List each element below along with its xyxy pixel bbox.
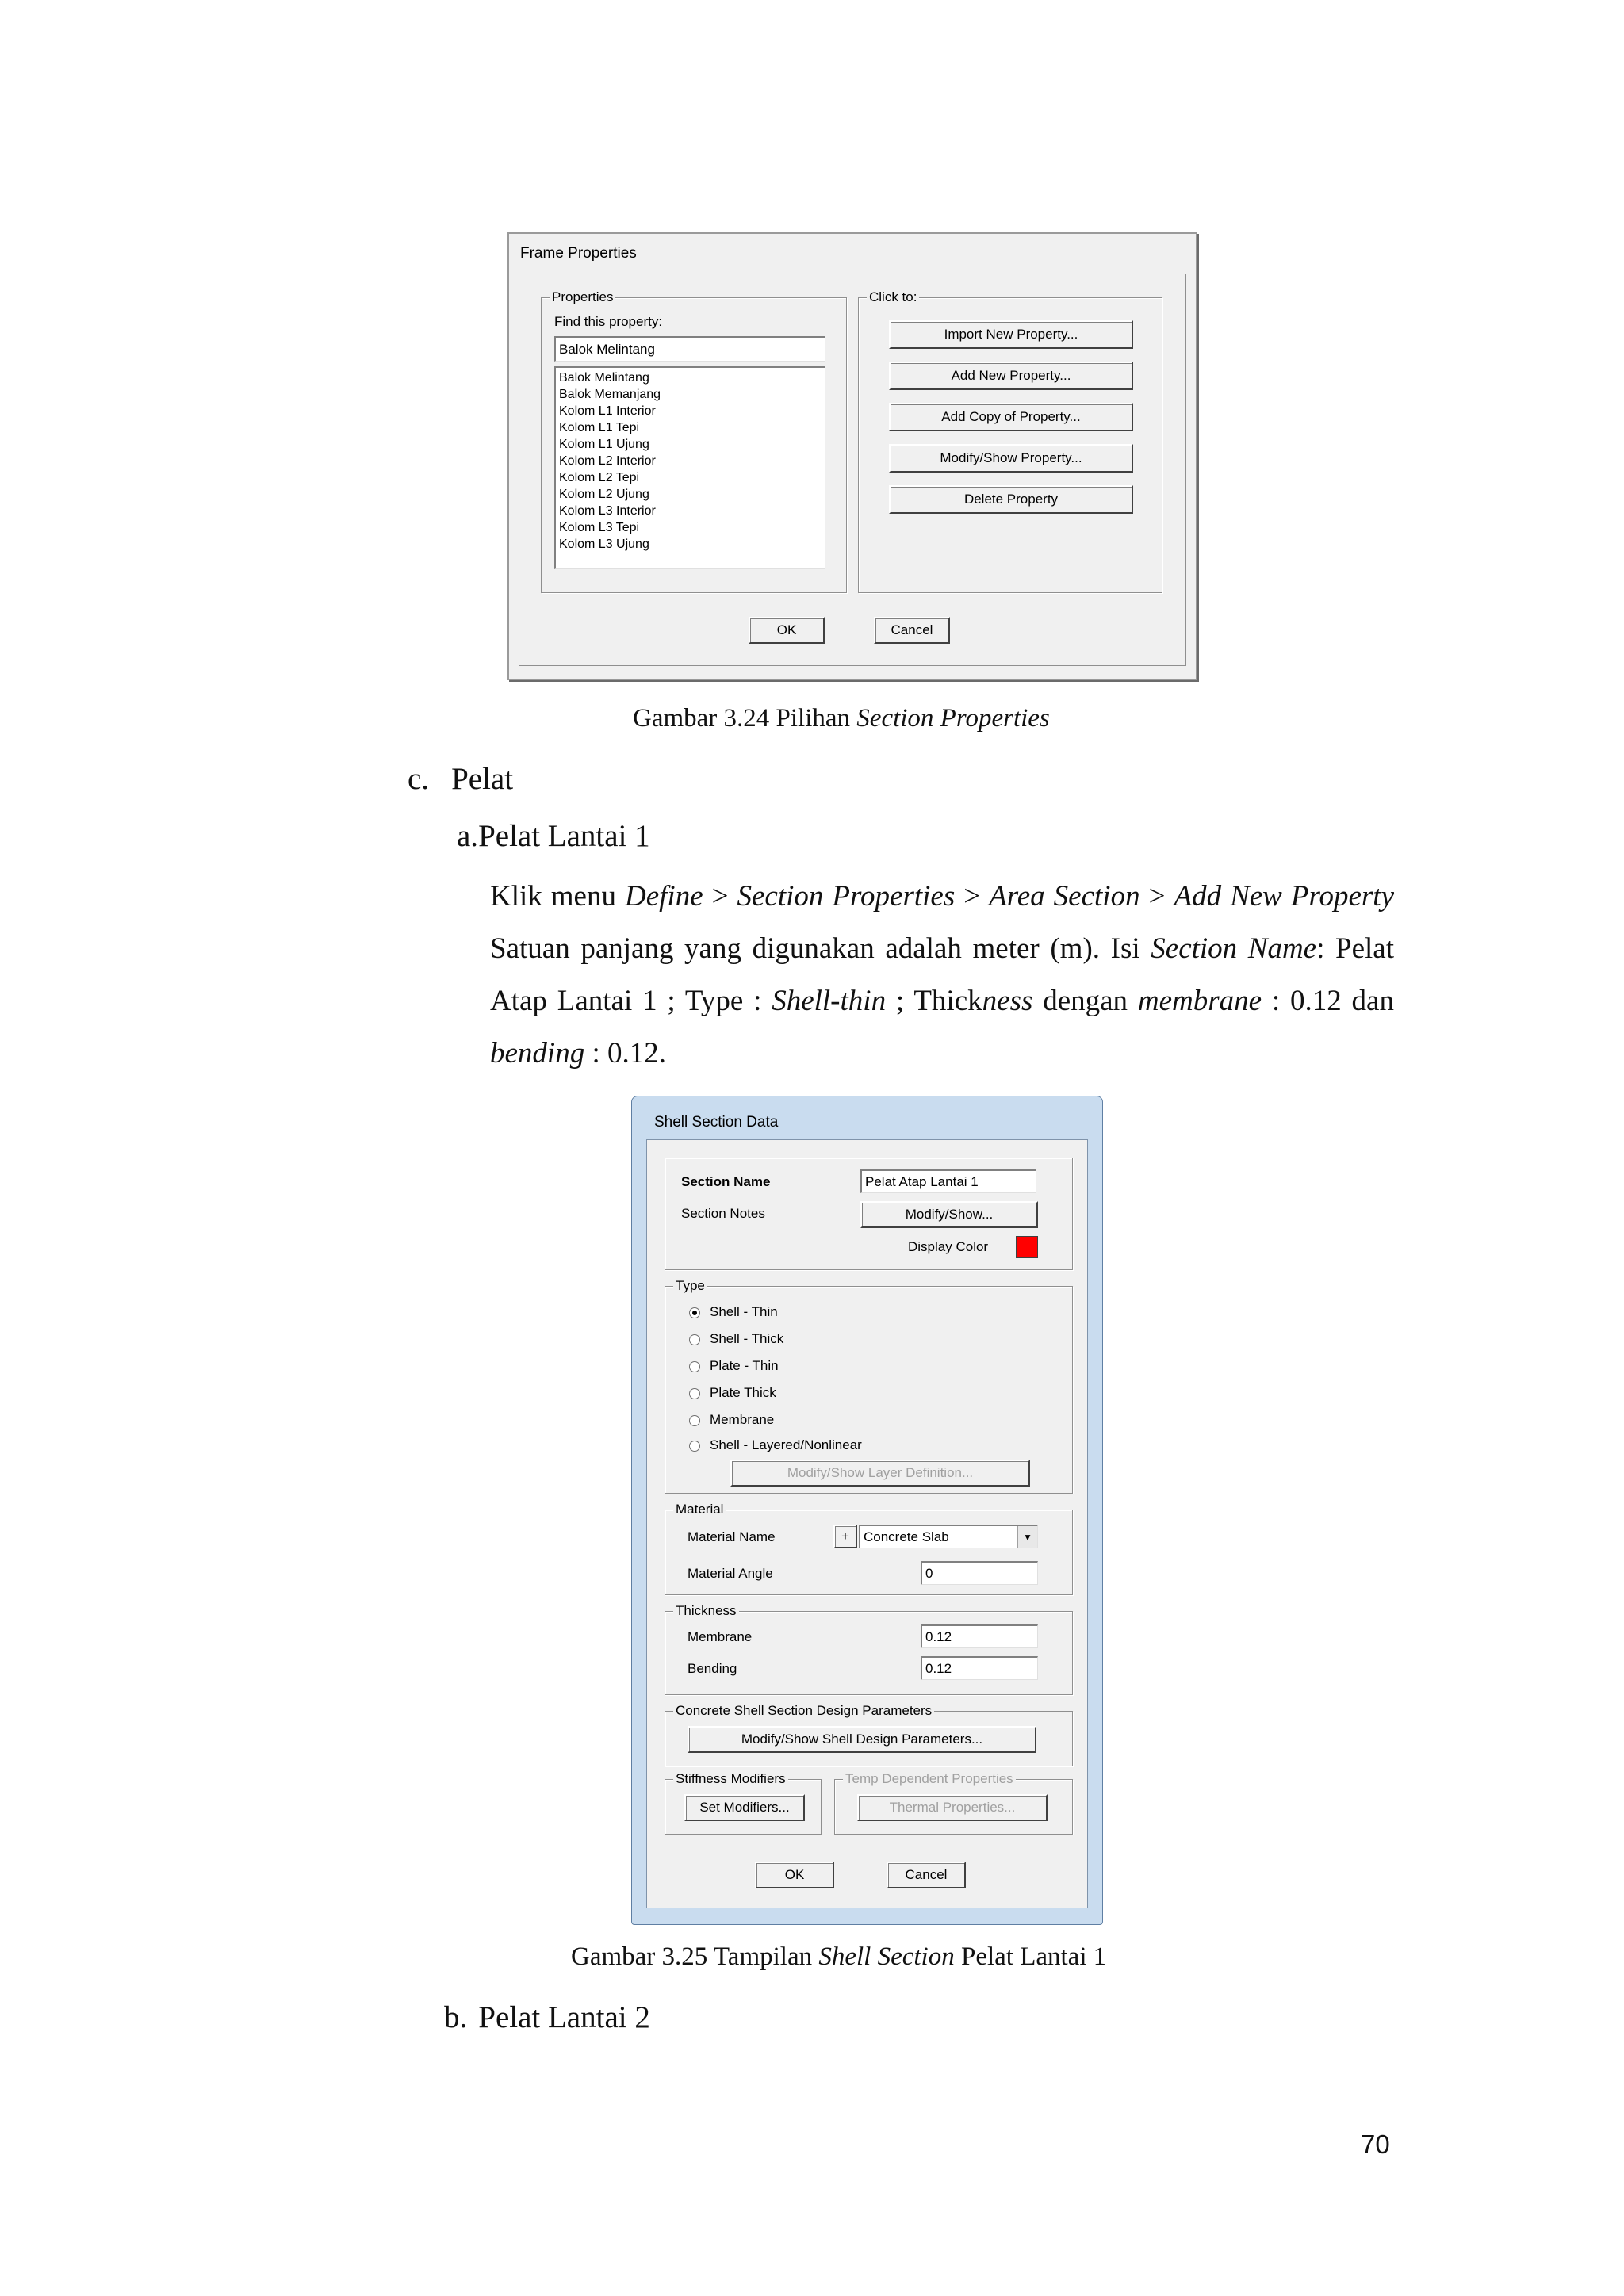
properties-group <box>541 289 847 593</box>
list-item[interactable]: Kolom L3 Ujung <box>559 538 649 551</box>
paragraph-line: Satuan panjang yang digunakan adalah meter (m). Isi Section Name: Pelat <box>490 932 1394 965</box>
page-number: 70 <box>1361 2130 1390 2159</box>
frame-properties-dialog <box>508 232 1197 680</box>
type-option-label: Shell - Thick <box>710 1331 784 1346</box>
temp-dependent-group <box>834 1771 1073 1835</box>
import-new-property-button[interactable]: Import New Property... <box>889 320 1133 349</box>
radio-membrane[interactable] <box>689 1415 700 1426</box>
thickness-group-label: Thickness <box>673 1603 739 1619</box>
material-add-button[interactable]: + <box>833 1525 857 1548</box>
radio-shell-thick[interactable] <box>689 1334 700 1345</box>
section-name-input[interactable]: Pelat Atap Lantai 1 <box>860 1169 1036 1193</box>
chevron-down-icon[interactable]: ▼ <box>1017 1526 1037 1548</box>
material-angle-label: Material Angle <box>688 1566 773 1581</box>
set-modifiers-button[interactable]: Set Modifiers... <box>684 1794 805 1821</box>
radio-plate-thick[interactable] <box>689 1388 700 1399</box>
list-item[interactable]: Kolom L2 Tepi <box>559 471 640 484</box>
thickness-group <box>665 1603 1073 1695</box>
bending-thickness-input[interactable]: 0.12 <box>921 1656 1038 1680</box>
membrane-label: Membrane <box>688 1629 753 1644</box>
temp-dependent-group-label: Temp Dependent Properties <box>843 1771 1016 1787</box>
display-color-label: Display Color <box>908 1239 989 1254</box>
section-notes-modify-button[interactable]: Modify/Show... <box>860 1201 1038 1228</box>
design-parameters-group-label: Concrete Shell Section Design Parameters <box>673 1703 934 1719</box>
list-item[interactable]: Balok Melintang <box>559 371 649 385</box>
shell-section-dialog <box>631 1096 1103 1925</box>
paragraph-line: Atap Lantai 1 ; Type : Shell-thin ; Thickness dengan membrane : 0.12 dan <box>490 985 1394 1017</box>
type-option-label: Membrane <box>710 1412 775 1427</box>
find-property-input[interactable]: Balok Melintang <box>554 336 825 362</box>
list-item[interactable]: Kolom L3 Interior <box>559 504 656 518</box>
subheading-pelat-lantai-1: a.Pelat Lantai 1 <box>457 819 650 853</box>
material-angle-input[interactable]: 0 <box>921 1561 1038 1585</box>
delete-property-button[interactable]: Delete Property <box>889 485 1133 514</box>
modify-layer-definition-button[interactable]: Modify/Show Layer Definition... <box>730 1460 1030 1487</box>
paragraph-line: bending : 0.12. <box>490 1037 666 1070</box>
thermal-properties-button[interactable]: Thermal Properties... <box>857 1794 1048 1821</box>
material-name-label: Material Name <box>688 1529 776 1544</box>
click-to-group <box>858 289 1162 593</box>
properties-group-label: Properties <box>550 289 615 305</box>
radio-shell-thin[interactable] <box>689 1307 700 1318</box>
list-item[interactable]: Kolom L3 Tepi <box>559 521 640 534</box>
shell-section-title: Shell Section Data <box>654 1114 779 1131</box>
membrane-thickness-input[interactable]: 0.12 <box>921 1624 1038 1648</box>
list-item[interactable]: Kolom L2 Ujung <box>559 488 649 501</box>
display-color-swatch[interactable] <box>1016 1236 1038 1258</box>
type-option-label: Plate - Thin <box>710 1358 779 1373</box>
radio-plate-thin[interactable] <box>689 1361 700 1372</box>
subheading-pelat-lantai-2: b. Pelat Lantai 2 <box>444 2000 650 2034</box>
list-item[interactable]: Kolom L2 Interior <box>559 454 656 468</box>
section-name-label: Section Name <box>681 1174 771 1189</box>
list-item[interactable]: Balok Memanjang <box>559 388 661 401</box>
type-option-label: Plate Thick <box>710 1385 776 1400</box>
bending-label: Bending <box>688 1661 737 1676</box>
stiffness-modifiers-group-label: Stiffness Modifiers <box>673 1771 788 1787</box>
find-property-label: Find this property: <box>554 314 663 329</box>
add-copy-property-button[interactable]: Add Copy of Property... <box>889 403 1133 431</box>
add-new-property-button[interactable]: Add New Property... <box>889 362 1133 390</box>
ok-button[interactable]: OK <box>755 1862 834 1888</box>
material-name-select[interactable] <box>859 1525 1038 1548</box>
section-notes-label: Section Notes <box>681 1206 765 1221</box>
list-item[interactable]: Kolom L1 Ujung <box>559 438 649 451</box>
section-name-group <box>665 1158 1073 1270</box>
shell-section-client <box>646 1139 1088 1908</box>
type-group <box>665 1278 1073 1494</box>
figure-caption-3-24: Gambar 3.24 Pilihan Section Properties <box>633 704 1050 733</box>
figure-caption-3-25: Gambar 3.25 Tampilan Shell Section Pelat Lantai 1 <box>571 1942 1107 1971</box>
paragraph-line: Klik menu Define > Section Properties > Area Section > Add New Property <box>490 880 1395 913</box>
material-name-value: Concrete Slab <box>864 1529 949 1544</box>
ok-button[interactable]: OK <box>749 617 825 644</box>
section-heading-pelat: c. Pelat <box>408 762 514 796</box>
list-item[interactable]: Kolom L1 Interior <box>559 404 656 418</box>
material-group <box>665 1502 1073 1595</box>
modify-shell-design-button[interactable]: Modify/Show Shell Design Parameters... <box>688 1726 1036 1753</box>
type-option-label: Shell - Thin <box>710 1304 778 1319</box>
click-to-group-label: Click to: <box>867 289 919 305</box>
modify-show-property-button[interactable]: Modify/Show Property... <box>889 444 1133 473</box>
design-parameters-group <box>665 1703 1073 1766</box>
stiffness-modifiers-group <box>665 1771 822 1835</box>
radio-shell-layered[interactable] <box>689 1441 700 1452</box>
cancel-button[interactable]: Cancel <box>874 617 950 644</box>
cancel-button[interactable]: Cancel <box>887 1862 966 1888</box>
type-group-label: Type <box>673 1278 707 1294</box>
instruction-paragraph <box>490 871 1394 1080</box>
property-list[interactable] <box>554 366 825 569</box>
type-option-label: Shell - Layered/Nonlinear <box>710 1437 862 1452</box>
list-item[interactable]: Kolom L1 Tepi <box>559 421 640 434</box>
material-group-label: Material <box>673 1502 726 1517</box>
frame-properties-title: Frame Properties <box>520 245 637 262</box>
